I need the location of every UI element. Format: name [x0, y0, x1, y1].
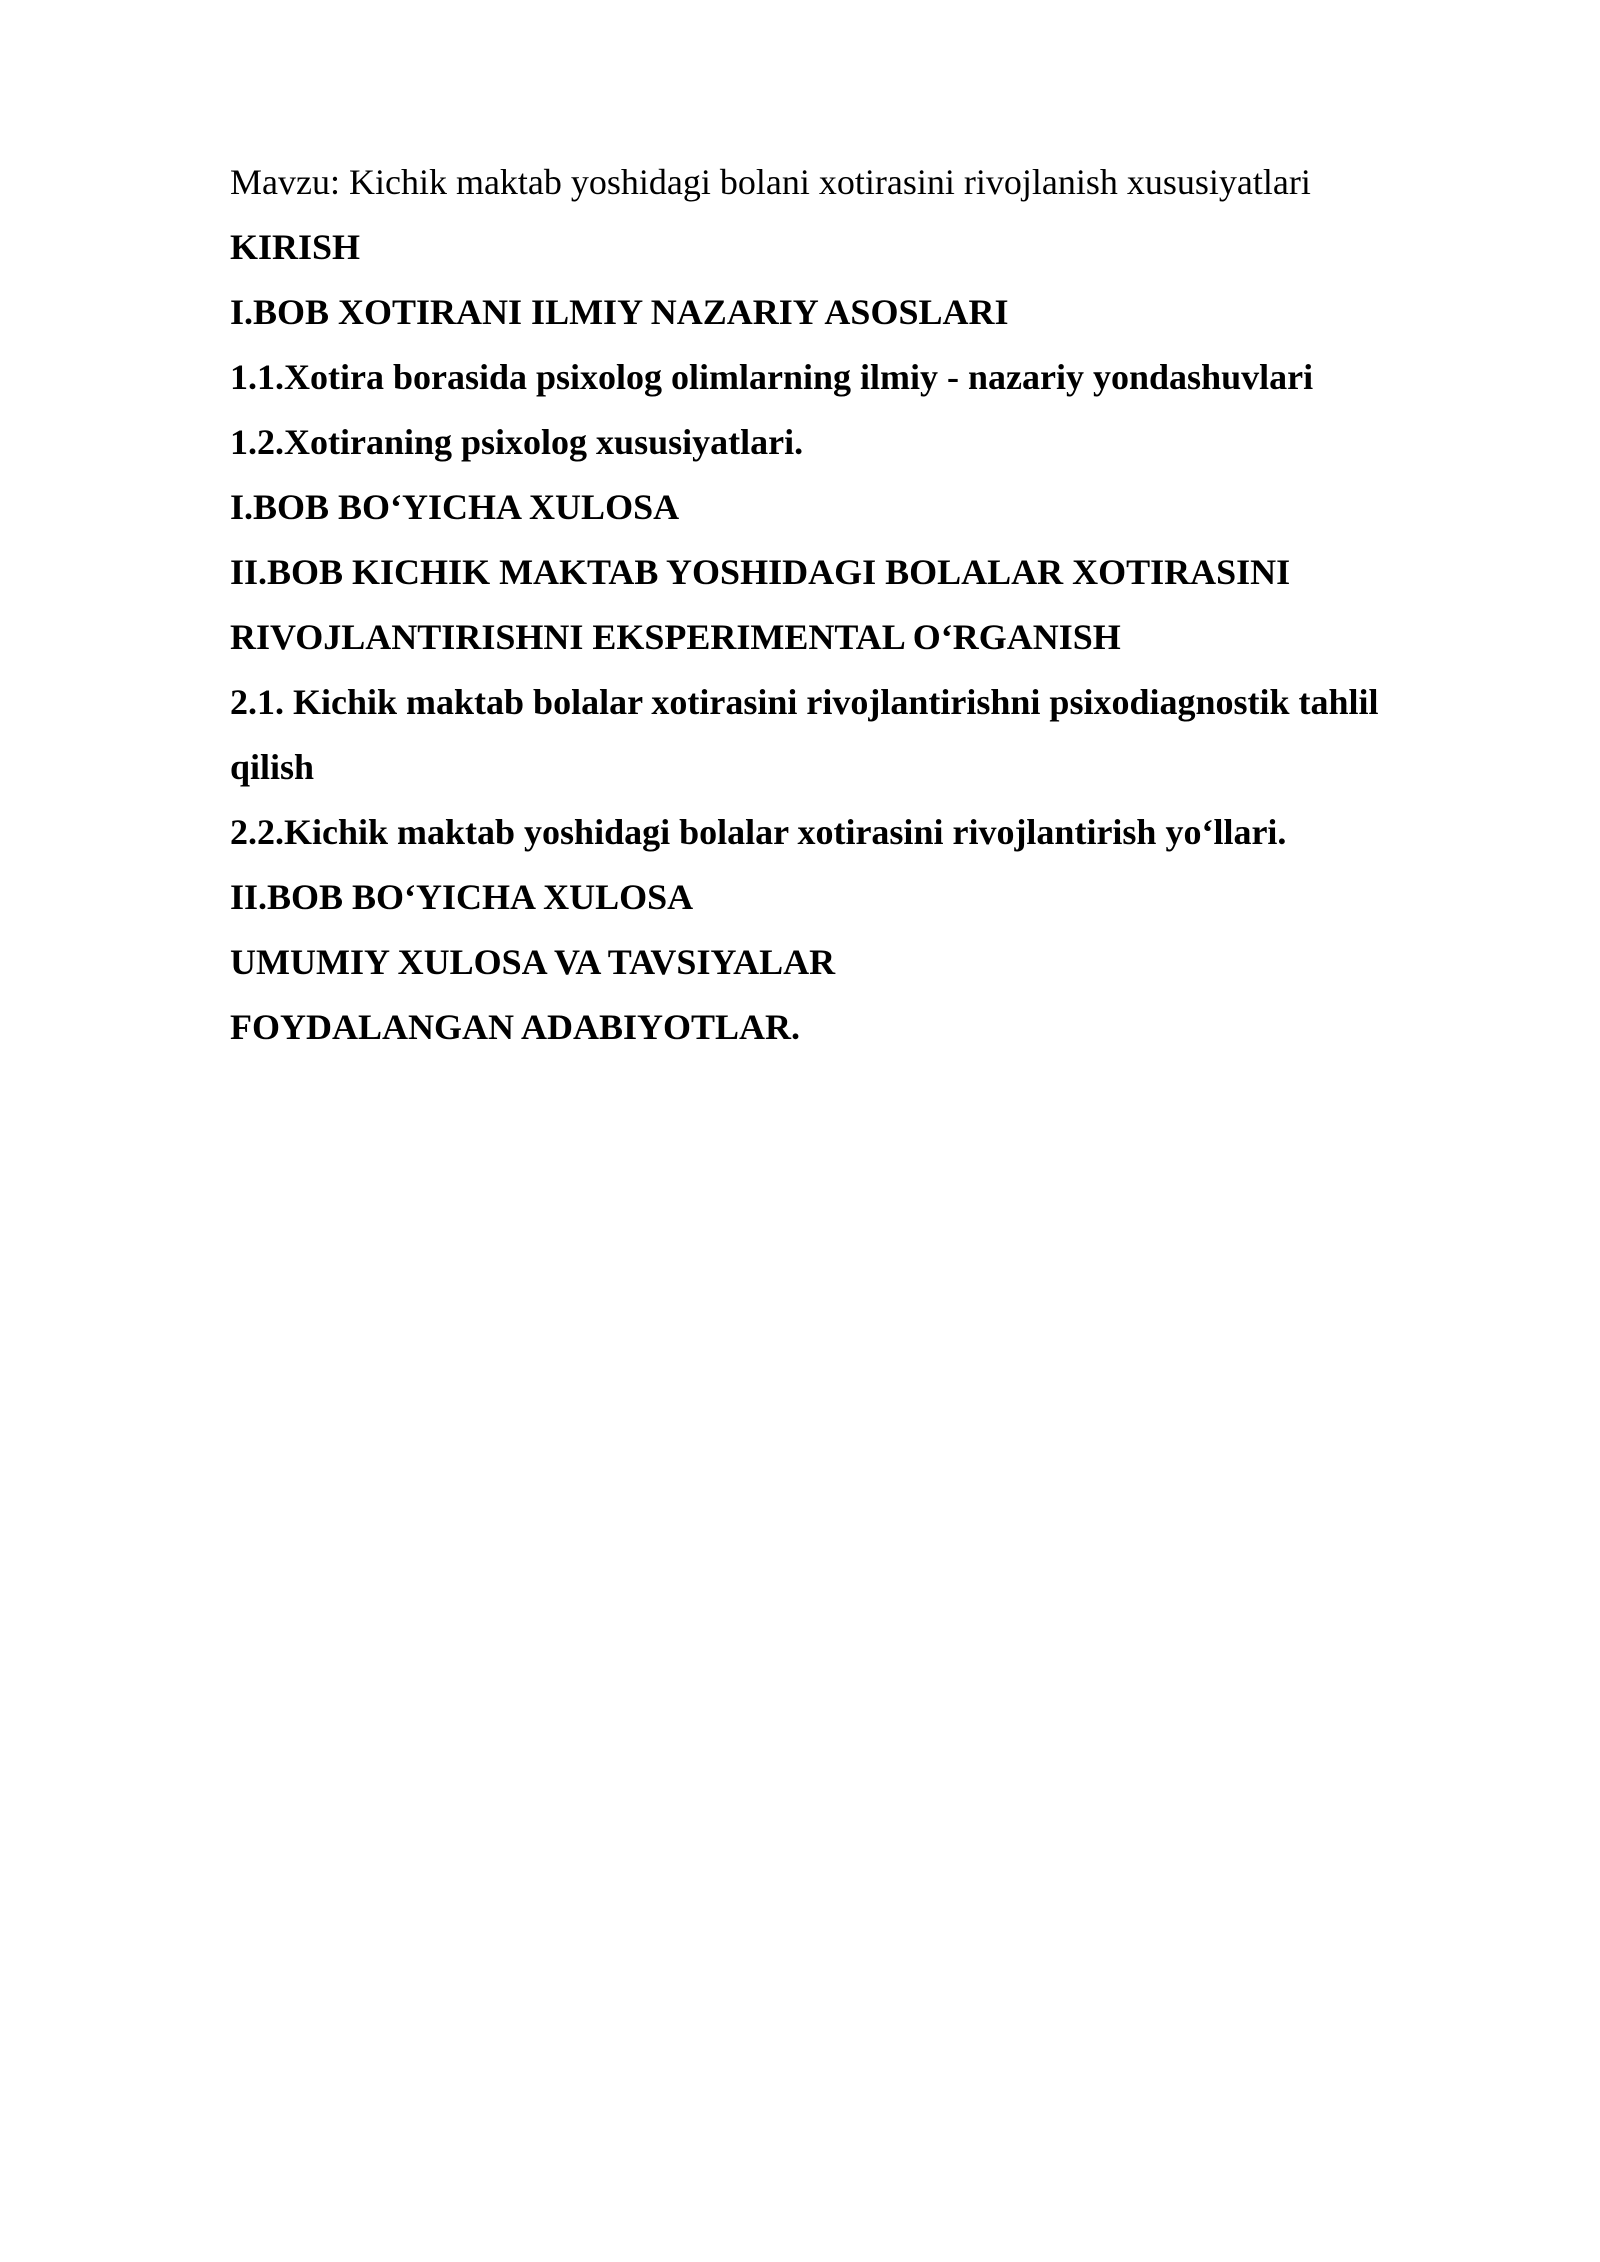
toc-entry-section-2-1: 2.1. Kichik maktab bolalar xotirasini rivojlantirishni psixodiagnostik tahlil — [230, 682, 1379, 722]
toc-entry-chapter-2-cont: RIVOJLANTIRISHNI EKSPERIMENTAL O‘RGANISH — [230, 617, 1121, 657]
toc-entry-chapter-2-conclusion: II.BOB BO‘YICHA XULOSA — [230, 877, 694, 917]
toc-entry-section-1-1: 1.1.Xotira borasida psixolog olimlarning ilmiy - nazariy yondashuvlari — [230, 357, 1314, 397]
toc-entry-section-2-2: 2.2.Kichik maktab yoshidagi bolalar xotirasini rivojlantirish yo‘llari. — [230, 812, 1287, 852]
toc-entry-general-conclusion: UMUMIY XULOSA VA TAVSIYALAR — [230, 942, 836, 982]
toc-entry-section-2-1-cont: qilish — [230, 747, 315, 787]
toc-entry-section-1-2: 1.2.Xotiraning psixolog xususiyatlari. — [230, 422, 804, 462]
topic-line: Mavzu: Kichik maktab yoshidagi bolani xotirasini rivojlanish xususiyatlari — [230, 162, 1311, 202]
toc-entry-references: FOYDALANGAN ADABIYOTLAR. — [230, 1007, 801, 1047]
toc-entry-chapter-1: I.BOB XOTIRANI ILMIY NAZARIY ASOSLARI — [230, 292, 1009, 332]
toc-entry-chapter-1-conclusion: I.BOB BO‘YICHA XULOSA — [230, 487, 680, 527]
toc-entry-introduction: KIRISH — [230, 227, 361, 267]
page-content — [230, 150, 1470, 1060]
toc-entry-chapter-2: II.BOB KICHIK MAKTAB YOSHIDAGI BOLALAR XOTIRASINI — [230, 552, 1291, 592]
